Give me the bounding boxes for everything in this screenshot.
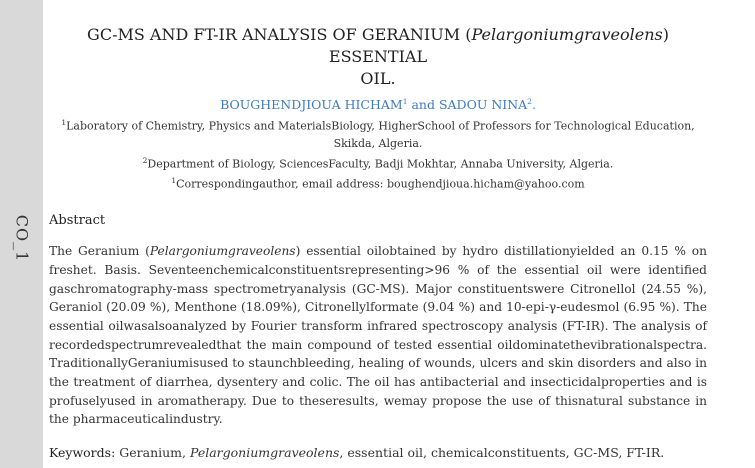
keywords [49, 445, 707, 460]
aff1-line2: Skikda, Algeria. [333, 136, 423, 150]
aff2-sup: 2 [142, 155, 148, 165]
author-2-sup: 2 [527, 97, 532, 106]
aff1-line1: Laboratory of Chemistry, Physics and MaterialsBiology, HigherSchool of Professors for Technological Education, [66, 119, 695, 133]
paper-title [49, 24, 707, 90]
author-end: . [531, 97, 536, 113]
author-and: and [407, 97, 439, 113]
affiliation-1 [49, 114, 707, 152]
side-label-text: CO_1 [12, 214, 32, 262]
title-part1: GC-MS AND FT-IR ANALYSIS OF GERANIUM ( [87, 25, 472, 44]
keywords-species: Pelargoniumgraveolens [189, 445, 340, 461]
keywords-t2: , essential oil, chemicalconstituents, GC-MS, FT-IR. [339, 445, 665, 461]
corr-sup: 1 [171, 176, 177, 186]
author-2: SADOU NINA [438, 97, 528, 113]
abstract-body [49, 242, 707, 429]
side-label [4, 208, 40, 268]
abstract-t2: ) essential oilobtained by hydro distillationyielded an 0.15 % on freshet. Basis. Seventeenchemicalconstituentsrepresenting>96 % of the essential oil were identified gaschromatography-mass spectrometryanalysis (GC-MS). Major constituentswere Citronellol (24.55 %), Geraniol (20.09 %), Menthone (18.09%), Citronellylformate (9.04 %) and 10-epi-γ-eudesmol (6.95 %). The essential oilwasalsoanalyzed by Fourier transform infrared spectroscopy analysis (FT-IR). The analysis of recordedspectrumrevealedthat the main compound of tested essential oildominatethevibrationalspectra. TraditionallyGeraniumisused to staunchbleeding, healing of wounds, ulcers and skin disorders and also in the treatment of diarrhea, dysentery and colic. The oil has antibacterial and insecticidalproperties and is profuselyused in aromatherapy. Due to theseresults, wemay propose the use of thisnatural substance in the pharmaceuticalindustry. [49, 244, 707, 427]
keywords-label: Keywords: [49, 445, 116, 461]
paper-page [49, 0, 707, 468]
aff1-sup: 1 [61, 118, 67, 128]
author-list [49, 93, 707, 114]
title-line2: OIL. [360, 69, 396, 88]
abstract-t1: The Geranium ( [49, 244, 150, 259]
corresponding-author [49, 172, 707, 193]
corr-text: Correspondingauthor, email address: boughendjioua.hicham@yahoo.com [176, 178, 585, 192]
aff2-text: Department of Biology, SciencesFaculty, Badji Mokhtar, Annaba University, Algeria. [147, 157, 614, 171]
abstract-species: Pelargoniumgraveolens [149, 244, 296, 259]
title-part2: ) ESSENTIAL [328, 25, 669, 66]
keywords-t1: Geranium, [115, 445, 190, 461]
abstract-heading: Abstract [49, 213, 106, 229]
affiliation-2 [49, 152, 707, 173]
author-1: BOUGHENDJIOUA HICHAM [220, 97, 403, 113]
title-species: Pelargoniumgraveolens [471, 25, 663, 44]
author-1-sup: 1 [402, 97, 408, 106]
